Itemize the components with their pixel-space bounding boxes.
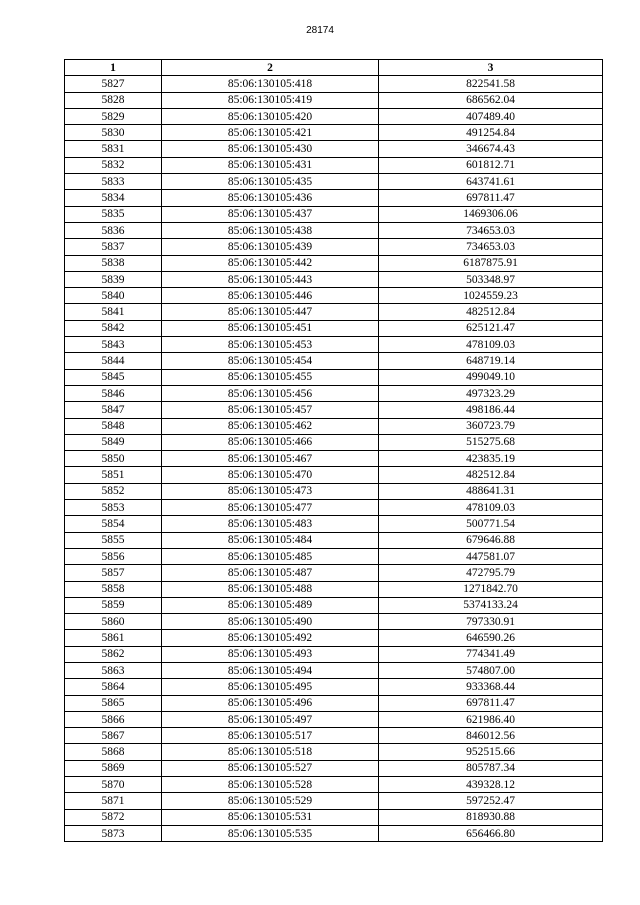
cadastral-number-cell: 85:06:130105:453 [162,337,379,353]
value-cell: 499049.10 [379,369,603,385]
value-cell: 498186.44 [379,402,603,418]
row-number-cell: 5834 [65,190,162,206]
table-row [65,646,603,662]
value-cell: 805787.34 [379,760,603,776]
table-header [65,60,603,76]
table-row [65,695,603,711]
row-number-cell: 5849 [65,434,162,450]
row-number-cell: 5856 [65,548,162,564]
value-cell: 597252.47 [379,793,603,809]
row-number-cell: 5831 [65,141,162,157]
cadastral-number-cell: 85:06:130105:466 [162,434,379,450]
cadastral-number-cell: 85:06:130105:535 [162,825,379,841]
cadastral-number-cell: 85:06:130105:473 [162,483,379,499]
cadastral-number-cell: 85:06:130105:457 [162,402,379,418]
value-cell: 488641.31 [379,483,603,499]
row-number-cell: 5857 [65,565,162,581]
cadastral-number-cell: 85:06:130105:495 [162,679,379,695]
row-number-cell: 5860 [65,614,162,630]
row-number-cell: 5867 [65,728,162,744]
cadastral-number-cell: 85:06:130105:419 [162,92,379,108]
row-number-cell: 5842 [65,320,162,336]
row-number-cell: 5835 [65,206,162,222]
cadastral-number-cell: 85:06:130105:477 [162,500,379,516]
value-cell: 697811.47 [379,190,603,206]
row-number-cell: 5861 [65,630,162,646]
table-row [65,206,603,222]
table-row [65,402,603,418]
table-row [65,565,603,581]
table-row [65,141,603,157]
value-cell: 697811.47 [379,695,603,711]
table-row [65,353,603,369]
value-cell: 346674.43 [379,141,603,157]
value-cell: 447581.07 [379,548,603,564]
table-row [65,532,603,548]
cadastral-number-cell: 85:06:130105:451 [162,320,379,336]
cadastral-number-cell: 85:06:130105:527 [162,760,379,776]
row-number-cell: 5833 [65,174,162,190]
table-row [65,125,603,141]
value-cell: 500771.54 [379,516,603,532]
cadastral-number-cell: 85:06:130105:462 [162,418,379,434]
cadastral-number-cell: 85:06:130105:435 [162,174,379,190]
value-cell: 482512.84 [379,467,603,483]
cadastral-number-cell: 85:06:130105:421 [162,125,379,141]
table-row [65,255,603,271]
row-number-cell: 5838 [65,255,162,271]
table-row [65,760,603,776]
cadastral-number-cell: 85:06:130105:529 [162,793,379,809]
row-number-cell: 5841 [65,304,162,320]
column-header-1: 1 [65,60,162,76]
table-row [65,76,603,92]
table-row [65,239,603,255]
cadastral-number-cell: 85:06:130105:431 [162,157,379,173]
row-number-cell: 5873 [65,825,162,841]
table-row [65,679,603,695]
table-row [65,809,603,825]
value-cell: 621986.40 [379,711,603,727]
table-row [65,434,603,450]
table-row [65,108,603,124]
cadastral-number-cell: 85:06:130105:518 [162,744,379,760]
cadastral-number-cell: 85:06:130105:455 [162,369,379,385]
value-cell: 472795.79 [379,565,603,581]
value-cell: 1024559.23 [379,288,603,304]
row-number-cell: 5847 [65,402,162,418]
row-number-cell: 5863 [65,662,162,678]
cadastral-number-cell: 85:06:130105:454 [162,353,379,369]
cadastral-number-cell: 85:06:130105:488 [162,581,379,597]
row-number-cell: 5858 [65,581,162,597]
cadastral-number-cell: 85:06:130105:418 [162,76,379,92]
cadastral-number-cell: 85:06:130105:442 [162,255,379,271]
cadastral-number-cell: 85:06:130105:492 [162,630,379,646]
table-row [65,483,603,499]
value-cell: 952515.66 [379,744,603,760]
cadastral-number-cell: 85:06:130105:490 [162,614,379,630]
cadastral-number-cell: 85:06:130105:484 [162,532,379,548]
cadastral-value-table [64,59,603,842]
row-number-cell: 5850 [65,451,162,467]
table-row [65,271,603,287]
header-row [65,60,603,76]
table-row [65,337,603,353]
cadastral-number-cell: 85:06:130105:483 [162,516,379,532]
cadastral-number-cell: 85:06:130105:487 [162,565,379,581]
row-number-cell: 5865 [65,695,162,711]
table-row [65,630,603,646]
table-row [65,793,603,809]
value-cell: 407489.40 [379,108,603,124]
cadastral-number-cell: 85:06:130105:437 [162,206,379,222]
table-row [65,369,603,385]
table-row [65,581,603,597]
value-cell: 478109.03 [379,337,603,353]
cadastral-number-cell: 85:06:130105:493 [162,646,379,662]
value-cell: 646590.26 [379,630,603,646]
row-number-cell: 5859 [65,597,162,613]
row-number-cell: 5844 [65,353,162,369]
cadastral-number-cell: 85:06:130105:420 [162,108,379,124]
table-row [65,385,603,401]
table-row [65,92,603,108]
cadastral-number-cell: 85:06:130105:439 [162,239,379,255]
table-row [65,597,603,613]
value-cell: 933368.44 [379,679,603,695]
value-cell: 574807.00 [379,662,603,678]
value-cell: 734653.03 [379,222,603,238]
value-cell: 503348.97 [379,271,603,287]
table-row [65,662,603,678]
cadastral-number-cell: 85:06:130105:497 [162,711,379,727]
cadastral-number-cell: 85:06:130105:443 [162,271,379,287]
row-number-cell: 5869 [65,760,162,776]
cadastral-number-cell: 85:06:130105:517 [162,728,379,744]
row-number-cell: 5836 [65,222,162,238]
table-row [65,174,603,190]
table-row [65,728,603,744]
cadastral-number-cell: 85:06:130105:446 [162,288,379,304]
value-cell: 439328.12 [379,777,603,793]
table-row [65,516,603,532]
table-row [65,467,603,483]
table-row [65,222,603,238]
row-number-cell: 5852 [65,483,162,499]
value-cell: 818930.88 [379,809,603,825]
value-cell: 679646.88 [379,532,603,548]
cadastral-number-cell: 85:06:130105:447 [162,304,379,320]
value-cell: 482512.84 [379,304,603,320]
row-number-cell: 5837 [65,239,162,255]
row-number-cell: 5870 [65,777,162,793]
table-row [65,157,603,173]
cadastral-number-cell: 85:06:130105:528 [162,777,379,793]
page-number: 28174 [306,25,334,36]
column-header-2: 2 [162,60,379,76]
row-number-cell: 5829 [65,108,162,124]
cadastral-number-cell: 85:06:130105:470 [162,467,379,483]
table-row [65,288,603,304]
row-number-cell: 5853 [65,500,162,516]
value-cell: 601812.71 [379,157,603,173]
value-cell: 1469306.06 [379,206,603,222]
row-number-cell: 5868 [65,744,162,760]
column-header-3: 3 [379,60,603,76]
row-number-cell: 5866 [65,711,162,727]
row-number-cell: 5872 [65,809,162,825]
row-number-cell: 5845 [65,369,162,385]
cadastral-number-cell: 85:06:130105:436 [162,190,379,206]
table-row [65,548,603,564]
row-number-cell: 5828 [65,92,162,108]
value-cell: 686562.04 [379,92,603,108]
value-cell: 423835.19 [379,451,603,467]
value-cell: 846012.56 [379,728,603,744]
value-cell: 491254.84 [379,125,603,141]
row-number-cell: 5871 [65,793,162,809]
table-row [65,451,603,467]
table-row [65,744,603,760]
table-row [65,320,603,336]
row-number-cell: 5854 [65,516,162,532]
table-row [65,711,603,727]
value-cell: 360723.79 [379,418,603,434]
table-row [65,190,603,206]
value-cell: 797330.91 [379,614,603,630]
table-row [65,614,603,630]
cadastral-number-cell: 85:06:130105:438 [162,222,379,238]
table-row [65,777,603,793]
value-cell: 6187875.91 [379,255,603,271]
value-cell: 478109.03 [379,500,603,516]
row-number-cell: 5846 [65,385,162,401]
cadastral-number-cell: 85:06:130105:456 [162,385,379,401]
row-number-cell: 5839 [65,271,162,287]
table-row [65,500,603,516]
value-cell: 822541.58 [379,76,603,92]
value-cell: 515275.68 [379,434,603,450]
value-cell: 643741.61 [379,174,603,190]
cadastral-number-cell: 85:06:130105:485 [162,548,379,564]
row-number-cell: 5855 [65,532,162,548]
value-cell: 734653.03 [379,239,603,255]
cadastral-number-cell: 85:06:130105:531 [162,809,379,825]
cadastral-number-cell: 85:06:130105:489 [162,597,379,613]
value-cell: 497323.29 [379,385,603,401]
row-number-cell: 5832 [65,157,162,173]
table-row [65,304,603,320]
row-number-cell: 5864 [65,679,162,695]
table-row [65,418,603,434]
value-cell: 625121.47 [379,320,603,336]
cadastral-number-cell: 85:06:130105:467 [162,451,379,467]
value-cell: 774341.49 [379,646,603,662]
cadastral-number-cell: 85:06:130105:430 [162,141,379,157]
row-number-cell: 5843 [65,337,162,353]
value-cell: 656466.80 [379,825,603,841]
row-number-cell: 5830 [65,125,162,141]
table-body [65,76,603,842]
value-cell: 1271842.70 [379,581,603,597]
value-cell: 648719.14 [379,353,603,369]
table-row [65,825,603,841]
cadastral-number-cell: 85:06:130105:496 [162,695,379,711]
value-cell: 5374133.24 [379,597,603,613]
row-number-cell: 5827 [65,76,162,92]
row-number-cell: 5848 [65,418,162,434]
row-number-cell: 5862 [65,646,162,662]
row-number-cell: 5840 [65,288,162,304]
row-number-cell: 5851 [65,467,162,483]
cadastral-number-cell: 85:06:130105:494 [162,662,379,678]
